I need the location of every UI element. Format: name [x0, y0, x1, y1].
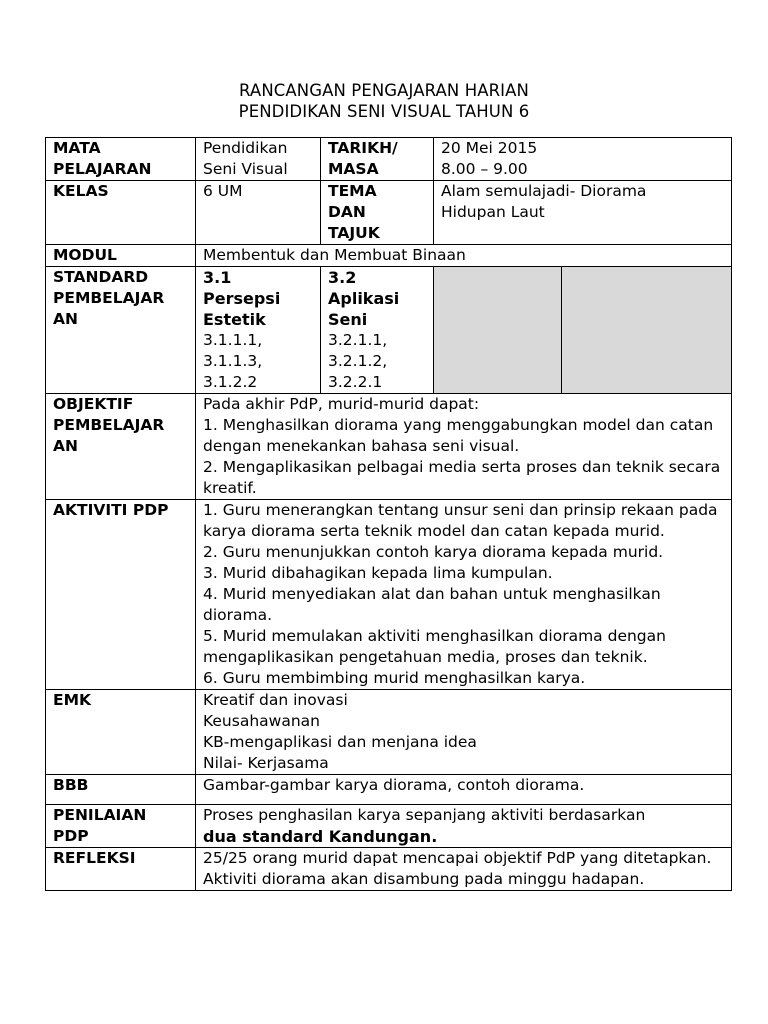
value-tema-tajuk: Alam semulajadi- Diorama Hidupan Laut: [434, 181, 732, 245]
value-refleksi: [196, 848, 732, 891]
emk-item: Nilai- Kerjasama: [203, 754, 329, 772]
lesson-plan-table: [45, 137, 732, 891]
penilaian-bold-text: dua standard Kandungan.: [203, 827, 438, 846]
value-kelas: 6 UM: [196, 181, 321, 245]
row-emk: [46, 690, 732, 775]
value-modul: Membentuk dan Membuat Binaan: [196, 245, 732, 267]
row-kelas: [46, 181, 732, 245]
emk-item: Kreatif dan inovasi: [203, 691, 348, 709]
row-penilaian: [46, 805, 732, 848]
objektif-line: 1. Menghasilkan diorama yang menggabungkan model dan catan dengan menekankan bahasa seni visual.: [203, 416, 714, 455]
label-tarikh-masa: TARIKH/ MASA: [321, 138, 434, 181]
title-line-1: RANCANGAN PENGAJARAN HARIAN: [239, 81, 529, 100]
label-objektif: OBJEKTIF PEMBELAJAR AN: [46, 394, 196, 500]
label-bbb: BBB: [46, 775, 196, 805]
standard-3-1-heading: 3.1 Persepsi Estetik: [203, 268, 281, 329]
row-aktiviti: [46, 500, 732, 690]
aktiviti-step: 5. Murid memulakan aktiviti menghasilkan diorama dengan mengaplikasikan pengetahuan media, proses dan teknik.: [203, 627, 666, 666]
label-standard: STANDARD PEMBELAJAR AN: [46, 267, 196, 394]
document-title: [0, 80, 768, 122]
label-modul: MODUL: [46, 245, 196, 267]
label-kelas: KELAS: [46, 181, 196, 245]
objektif-line: 2. Mengaplikasikan pelbagai media serta proses dan teknik secara kreatif.: [203, 458, 721, 497]
standard-3-2-cell: [321, 267, 434, 394]
refleksi-line: Aktiviti diorama akan disambung pada minggu hadapan.: [203, 870, 645, 888]
row-objektif: [46, 394, 732, 500]
standard-3-1-codes: 3.1.1.1, 3.1.1.3, 3.1.2.2: [203, 331, 263, 391]
label-emk: EMK: [46, 690, 196, 775]
label-aktiviti: AKTIVITI PDP: [46, 500, 196, 690]
standard-3-2-codes: 3.2.1.1, 3.2.1.2, 3.2.2.1: [328, 331, 388, 391]
label-mata-pelajaran: MATA PELAJARAN: [46, 138, 196, 181]
value-tarikh-masa: 20 Mei 2015 8.00 – 9.00: [434, 138, 732, 181]
label-refleksi: REFLEKSI: [46, 848, 196, 891]
standard-3-1-cell: [196, 267, 321, 394]
value-penilaian: [196, 805, 732, 848]
refleksi-line: 25/25 orang murid dapat mencapai objektif PdP yang ditetapkan.: [203, 849, 712, 867]
value-mata-pelajaran: Pendidikan Seni Visual: [196, 138, 321, 181]
standard-3-2-heading: 3.2 Aplikasi Seni: [328, 268, 400, 329]
label-tema-tajuk: TEMA DAN TAJUK: [321, 181, 434, 245]
label-penilaian: PENILAIAN PDP: [46, 805, 196, 848]
title-line-2: PENDIDIKAN SENI VISUAL TAHUN 6: [238, 102, 530, 121]
aktiviti-step: 4. Murid menyediakan alat dan bahan untuk menghasilkan diorama.: [203, 585, 661, 624]
aktiviti-step: 2. Guru menunjukkan contoh karya diorama kepada murid.: [203, 543, 664, 561]
shaded-empty-cell-2: [562, 267, 732, 394]
row-refleksi: [46, 848, 732, 891]
penilaian-text: Proses penghasilan karya sepanjang aktiviti berdasarkan: [203, 806, 646, 824]
aktiviti-step: 3. Murid dibahagikan kepada lima kumpulan.: [203, 564, 553, 582]
row-standard: [46, 267, 732, 394]
value-objektif: [196, 394, 732, 500]
emk-item: Keusahawanan: [203, 712, 320, 730]
row-modul: [46, 245, 732, 267]
value-emk: [196, 690, 732, 775]
emk-item: KB-mengaplikasi dan menjana idea: [203, 733, 477, 751]
aktiviti-step: 1. Guru menerangkan tentang unsur seni dan prinsip rekaan pada karya diorama serta teknik model dan catan kepada murid.: [203, 501, 718, 540]
row-bbb: [46, 775, 732, 805]
objektif-line: Pada akhir PdP, murid-murid dapat:: [203, 395, 480, 413]
value-bbb: Gambar-gambar karya diorama, contoh diorama.: [196, 775, 732, 805]
row-mata-pelajaran: [46, 138, 732, 181]
shaded-empty-cell-1: [434, 267, 562, 394]
aktiviti-step: 6. Guru membimbing murid menghasilkan karya.: [203, 669, 586, 687]
value-aktiviti: [196, 500, 732, 690]
